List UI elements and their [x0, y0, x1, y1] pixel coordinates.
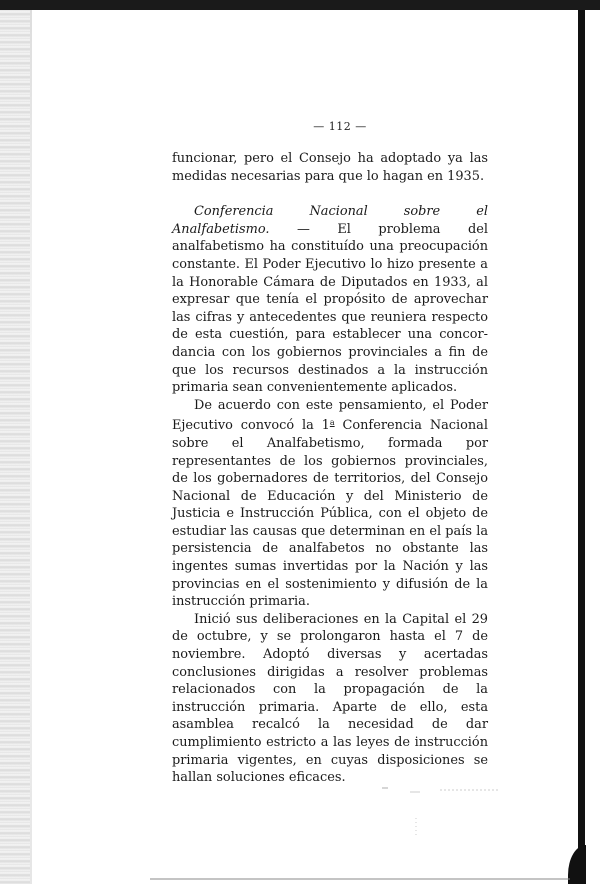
scan-noise-marks [380, 780, 500, 840]
scan-right-border [578, 10, 585, 884]
heading-dash: — [269, 221, 310, 237]
page-number: — 112 — [313, 120, 367, 133]
scan-right-flare [568, 845, 586, 884]
scan-left-edge [30, 10, 32, 884]
paragraph-4: Inició sus deliberaciones en la Capital el 29 de octubre, y se prolongaron hasta el 7 de noviembre. Adoptó diversas y acertadas conclusiones dirigidas a resolver problemas relacionados con la propagación de la instrucción primaria. Aparte de ello, esta asamblea recalcó la necesidad de dar cumplimiento estricto a las leyes de instrucción primaria vigentes, en cuyas disposiciones se hallan soluciones eficaces. [172, 611, 488, 786]
scan-top-border [0, 0, 600, 10]
scan-left-margin [0, 10, 30, 884]
paragraph-2 [172, 203, 488, 397]
paragraph-3-rest: Conferencia Nacional sobre el Analfabetismo, formada por representantes de los gobiernos provinciales, de los gobernadores de territorios, del Consejo Nacional de Educación y del Ministerio de Justicia e Instrucción Pública, con el objeto de estudiar las causas que determinan en el país la persistencia de analfabetos no obstante las ingentes sumas invertidas por la Nación y las provincias en el sostenimiento y difusión de la instrucción primaria. [172, 418, 488, 610]
paragraph-2-text: El problema del analfabetismo ha constituído una preocupación constante. El Poder Ejecutivo lo hizo presente a la Honorable Cámara de Diputados en 1933, al expresar que tenía el propósito de aprovechar las cifras y antecedentes que reuniera respecto de esta cuestión, para establecer una concordancia con los gobiernos provinciales a fin de que los recursos destinados a la instrucción primaria sean convenientemente aplicados. [172, 221, 488, 396]
ordinal-indicator: a [329, 418, 335, 428]
paragraph-3 [172, 397, 488, 611]
paragraph-3-start: De acuerdo con este pensamiento, el Poder Ejecutivo convocó la 1 [172, 397, 488, 434]
paragraph-1: funcionar, pero el Consejo ha adoptado ya las medidas necesarias para que lo hagan en 1935. [172, 151, 488, 184]
scan-bottom-line [150, 878, 570, 880]
section-heading: Conferencia Nacional sobre el Analfabetismo. [172, 204, 488, 237]
page-body [172, 150, 488, 787]
